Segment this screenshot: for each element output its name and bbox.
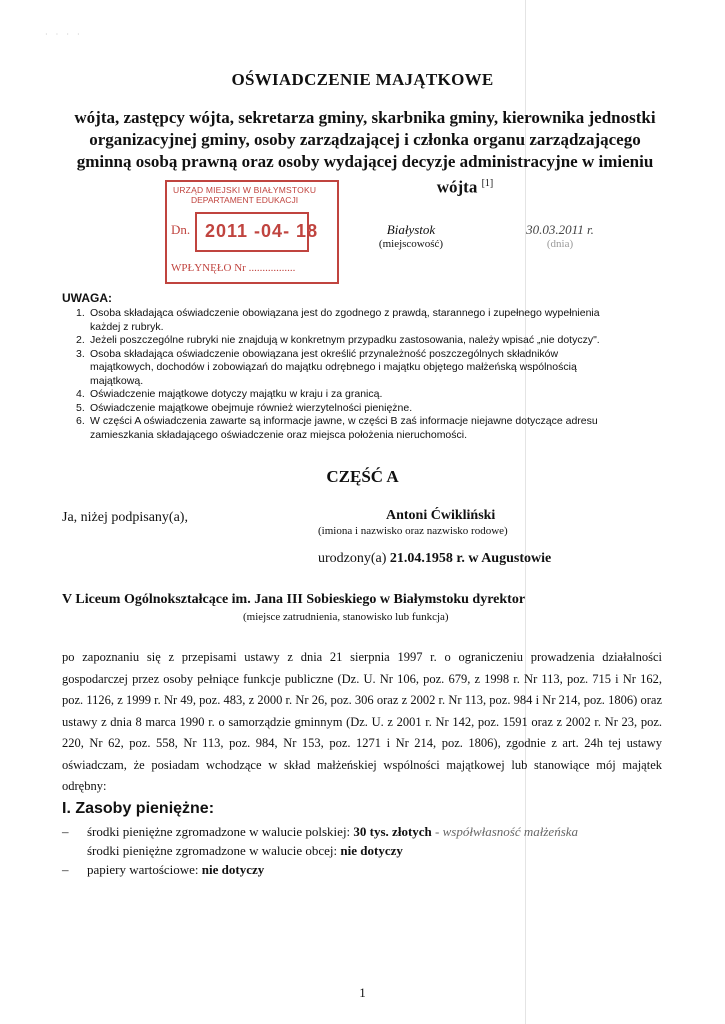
note-item xyxy=(62,415,672,442)
note-item xyxy=(62,348,672,389)
note-number: 1. xyxy=(76,307,85,319)
place-value: Białystok xyxy=(386,222,436,237)
stamp-date: 2011 -04- 18 xyxy=(205,221,319,241)
workplace: V Liceum Ogólnokształcące im. Jana III Sobieskiego w Białymstoku dyrektor xyxy=(62,592,526,607)
legal-paragraph: po zapoznaniu się z przepisami ustawy z dnia 21 sierpnia 1997 r. o ograniczeniu prowadzenia działalności gospodarczej przez osoby pełniące funkcje publiczne (Dz. U. Nr 106, poz. 679, z 1998 r. Nr 113, poz. 715 i Nr 162, poz. 1126, z 1999 r. Nr 49, poz. 483, z 2000 r. Nr 26, poz. 306 oraz z 2002 r. Nr 113, poz. 984 i Nr 214, poz. 1806) oraz ustawy z dnia 8 marca 1990 r. o samorządzie gminnym (Dz. U. z 2001 r. Nr 142, poz. 1591 oraz z 2002 r. Nr 23, poz. 220, Nr 62, poz. 558, Nr 113, poz. 984, Nr 153, poz. 1271 i Nr 214, poz. 1806), zgodnie z art. 24h tej ustawy oświadczam, że posiadam wchodzące w skład małżeńskiej wspólności majątkowej lub stanowiące mój majątek odrębny: xyxy=(62,650,662,793)
notes-heading: UWAGA: xyxy=(62,291,112,305)
stamp-dn-label: Dn. xyxy=(171,222,191,237)
note-text: Oświadczenie majątkowe obejmuje również wierzytelności pieniężne. xyxy=(90,401,413,414)
note-number: 5. xyxy=(76,401,85,414)
list-dash: – xyxy=(62,862,69,877)
asset-note: - współwłasność małżeńska xyxy=(431,824,579,839)
stamp-received-number: WPŁYNĘŁO Nr ................. xyxy=(171,262,296,274)
note-text: majątkową. xyxy=(90,374,144,387)
subtitle-line: organizacyjnej gminy, osoby zarządzającej i członka organu zarządzającego xyxy=(89,130,641,149)
date-caption: (dnia) xyxy=(546,238,574,250)
asset-item xyxy=(62,841,692,860)
birth-line xyxy=(318,551,551,567)
note-text: każdej z rubryk. xyxy=(90,320,164,333)
document-title: OŚWIADCZENIE MAJĄTKOWE xyxy=(231,70,494,89)
list-dash: – xyxy=(62,824,69,839)
note-text: majątkowych, dochodów i zobowiązań do majątku odrębnego i majątku objętego małżeńską wspólnością xyxy=(90,361,577,373)
asset-value: 30 tys. złotych xyxy=(353,824,432,839)
name-caption: (imiona i nazwisko oraz nazwisko rodowe) xyxy=(318,525,508,537)
footnote-ref: [1] xyxy=(481,178,494,189)
stamp-date-box xyxy=(195,212,319,252)
birth-value: 21.04.1958 r. w Augustowie xyxy=(389,551,552,566)
note-item xyxy=(62,402,672,416)
note-number: 6. xyxy=(76,415,85,427)
note-item xyxy=(62,307,672,334)
note-text: Jeżeli poszczególne rubryki nie znajdują w konkretnym przypadku zastosowania, należy wpisać „nie dotyczy". xyxy=(90,334,600,346)
date-value: 30.03.2011 r. xyxy=(526,222,594,237)
subtitle-last-word: wójta xyxy=(436,177,478,197)
stamp-office: URZĄD MIEJSKI W BIAŁYMSTOKU xyxy=(173,185,317,195)
asset-label: środki pieniężne zgromadzone w walucie obcej: xyxy=(87,843,338,858)
note-text: W części A oświadczenia zawarte są informacje jawne, w części B zaś informacje niejawne dotyczące adresu xyxy=(90,415,598,427)
note-item xyxy=(62,334,672,348)
asset-value: nie dotyczy xyxy=(340,843,403,858)
note-number: 3. xyxy=(76,347,85,360)
note-text: Osoba składająca oświadczenie obowiązana jest do zgodnego z prawdą, starannego i zupełnego wypełnienia xyxy=(90,307,600,319)
page-number: 1 xyxy=(359,985,366,1000)
date-field xyxy=(520,222,600,250)
section-heading-assets: I. Zasoby pieniężne: xyxy=(62,800,215,817)
subtitle-line-last xyxy=(40,173,690,199)
notes-list xyxy=(62,307,672,442)
note-item xyxy=(62,388,672,402)
asset-item xyxy=(62,860,692,879)
place-caption: (miejscowość) xyxy=(378,238,444,250)
received-stamp xyxy=(165,180,339,284)
assets-list xyxy=(62,822,692,879)
note-number: 2. xyxy=(76,334,85,346)
asset-item xyxy=(62,822,692,841)
declarant-name: Antoni Ćwikliński xyxy=(386,508,496,523)
note-number: 4. xyxy=(76,388,85,400)
declarant-label: Ja, niżej podpisany(a), xyxy=(62,510,188,525)
asset-label: papiery wartościowe: xyxy=(87,862,199,877)
place-field xyxy=(366,222,456,250)
workplace-caption: (miejsce zatrudnienia, stanowisko lub funkcja) xyxy=(243,611,449,623)
scan-artifact: · · · · xyxy=(45,30,83,39)
asset-value: nie dotyczy xyxy=(201,862,265,877)
note-text: zamieszkania składającego oświadczenie oraz miejsca położenia nieruchomości. xyxy=(90,428,468,441)
stamp-department: DEPARTAMENT EDUKACJI xyxy=(191,195,299,205)
birth-label: urodzony(a) xyxy=(318,551,387,566)
asset-label: środki pieniężne zgromadzone w walucie polskiej: xyxy=(87,824,351,839)
subtitle-line: gminną osobą prawną oraz osoby wydającej decyzje administracyjne w imieniu xyxy=(76,152,654,171)
part-a-heading: CZĘŚĆ A xyxy=(326,467,399,486)
note-text: Oświadczenie majątkowe dotyczy majątku w kraju i za granicą. xyxy=(90,388,383,400)
subtitle-line: wójta, zastępcy wójta, sekretarza gminy, skarbnika gminy, kierownika jednostki xyxy=(74,108,656,127)
document-subtitle xyxy=(40,107,690,199)
note-text: Osoba składająca oświadczenie obowiązana jest określić przynależność poszczególnych składników xyxy=(90,347,559,360)
